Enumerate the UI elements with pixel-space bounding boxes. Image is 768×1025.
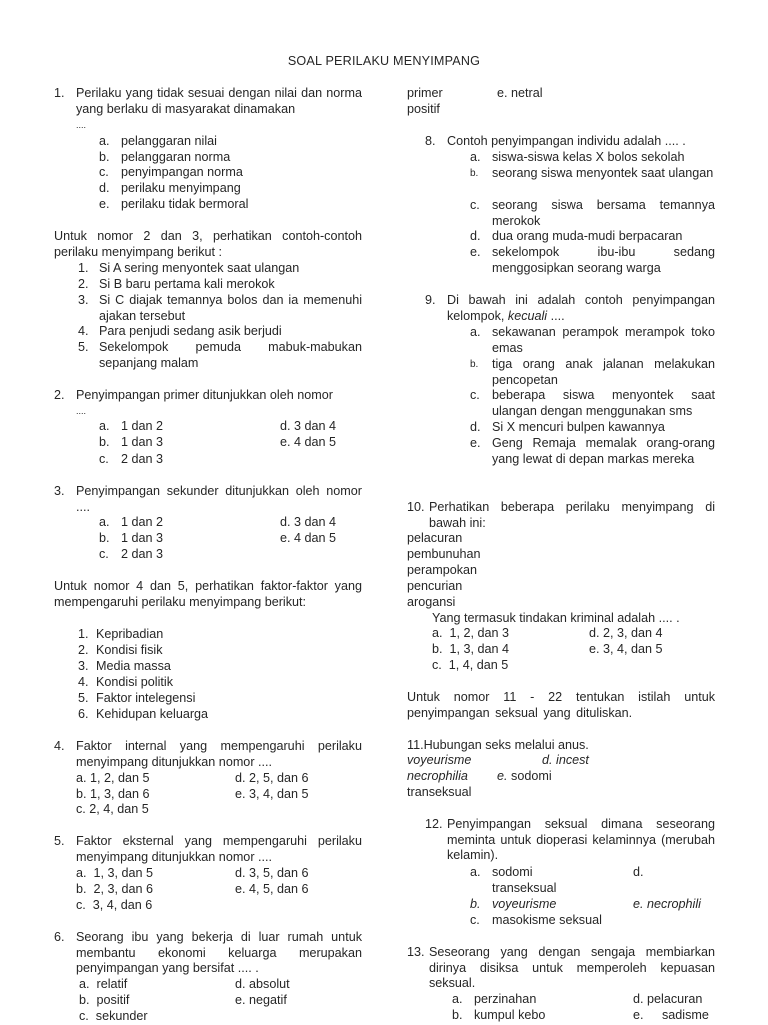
option-key: d. — [99, 181, 110, 195]
option-c[interactable]: c. 2 dan 3 — [99, 547, 164, 561]
option-key: b. — [99, 150, 110, 164]
option-b[interactable]: b. voyeurisme — [470, 897, 557, 911]
question-text: 11.Hubungan seks melalui anus. — [407, 738, 589, 752]
option-text[interactable]: positif — [407, 102, 440, 116]
option-d[interactable] — [99, 181, 241, 197]
option-text: perilaku tidak bermoral — [121, 197, 249, 211]
option-b[interactable] — [99, 150, 231, 166]
option-e[interactable]: e. netral — [497, 86, 543, 100]
option-b[interactable]: b. 1 dan 3 — [99, 435, 164, 449]
option-a[interactable]: a. 1, 2, dan 3 — [432, 626, 510, 640]
option-key: b. — [470, 359, 479, 370]
list-item: 2. Kondisi fisik — [78, 643, 163, 657]
question-dots: .... — [76, 120, 87, 130]
option-b[interactable]: b. 2, 3, dan 6 — [76, 882, 154, 896]
option-e[interactable]: e. sadisme — [633, 1008, 709, 1022]
option-key: c. — [99, 165, 109, 179]
option-a[interactable]: a. relatif — [79, 977, 128, 991]
list-item: arogansi — [407, 595, 456, 609]
option-key: a. — [470, 150, 481, 164]
option-key: e. — [470, 245, 481, 259]
question-number: 1. — [54, 86, 65, 100]
option-c[interactable]: c. masokisme seksual — [470, 913, 602, 927]
list-item: 6. Kehidupan keluarga — [78, 707, 209, 721]
option-d[interactable]: d. 2, 5, dan 6 — [235, 771, 309, 785]
option-key: d. — [470, 229, 481, 243]
list-item: 5. Faktor intelegensi — [78, 691, 196, 705]
question-text: Seseorang yang dengan sengaja membiarkan dirinya disiksa untuk memperoleh kepuasan seksual. — [429, 945, 715, 991]
option-e[interactable]: e. 3, 4, dan 5 — [589, 642, 663, 656]
option-c[interactable] — [99, 165, 243, 181]
question-number: 2. — [54, 388, 65, 402]
option-key: a. — [99, 134, 110, 148]
option-b[interactable]: necrophilia — [407, 769, 468, 783]
option-a[interactable]: a. 1, 3, dan 5 — [76, 866, 154, 880]
option-b[interactable]: tiga orang anak jalanan melakukan pencopetan — [492, 357, 715, 387]
option-b[interactable]: b. 1, 3, dan 4 — [432, 642, 510, 656]
list-item: 1. Kepribadian — [78, 627, 164, 641]
question-number: 6. — [54, 930, 65, 944]
option-c[interactable]: beberapa siswa menyontek saat ulangan dengan menggunakan sms — [492, 388, 715, 418]
option-c[interactable]: seorang siswa bersama temannya merokok — [492, 198, 715, 228]
instruction-text: Untuk nomor 2 dan 3, perhatikan contoh-contoh perilaku menyimpang berikut : — [54, 229, 362, 259]
option-d[interactable]: d. incest — [542, 753, 589, 767]
option-c[interactable]: c. 2 dan 3 — [99, 452, 164, 466]
option-b[interactable]: b. 1, 3, dan 6 — [76, 787, 150, 801]
list-item: perampokan — [407, 563, 478, 577]
option-text[interactable]: primer — [407, 86, 443, 100]
question-number: 4. — [54, 739, 65, 753]
option-a[interactable]: sekawanan perampok merampok toko emas — [492, 325, 715, 355]
question-dots: .... — [76, 406, 87, 416]
option-c[interactable]: c. 1, 4, dan 5 — [432, 658, 509, 672]
option-d-text[interactable]: transeksual — [492, 881, 557, 895]
option-text: pelanggaran norma — [121, 150, 231, 164]
list-item: 3. — [78, 293, 89, 307]
list-item-text: Sekelompok pemuda mabuk-mabukan sepanjang malam — [99, 340, 362, 370]
option-key: c. — [470, 198, 480, 212]
question-number: 8. — [425, 134, 436, 148]
option-a[interactable]: a. 1 dan 2 — [99, 419, 164, 433]
option-c[interactable]: c. 2, 4, dan 5 — [76, 802, 149, 816]
option-d[interactable]: Si X mencuri bulpen kawannya — [492, 420, 665, 434]
option-b[interactable]: b. kumpul kebo — [452, 1008, 546, 1022]
option-d[interactable]: d. 2, 3, dan 4 — [589, 626, 663, 640]
question-text: Di bawah ini adalah contoh penyimpangan kelompok, kecuali .... — [447, 293, 715, 323]
page-title: SOAL PERILAKU MENYIMPANG — [287, 54, 481, 68]
option-e[interactable]: e. negatif — [235, 993, 287, 1007]
option-a[interactable]: a. sodomi — [470, 865, 533, 879]
question-text: Faktor internal yang mempengaruhi perilaku menyimpang ditunjukkan nomor .... — [76, 739, 362, 769]
option-d[interactable]: d. 3 dan 4 — [280, 419, 337, 433]
option-a[interactable]: a. 1, 2, dan 5 — [76, 771, 150, 785]
option-d[interactable]: d. pelacuran — [633, 992, 703, 1006]
instruction-text: Untuk nomor 4 dan 5, perhatikan faktor-faktor yang mempengaruhi perilaku menyimpang berikut: — [54, 579, 362, 609]
option-b[interactable]: b. 1 dan 3 — [99, 531, 164, 545]
option-a[interactable]: siswa-siswa kelas X bolos sekolah — [492, 150, 685, 164]
list-item: 3. Media massa — [78, 659, 171, 673]
option-key: e. — [470, 436, 481, 450]
option-d[interactable]: dua orang muda-mudi berpacaran — [492, 229, 683, 243]
option-a[interactable]: a. perzinahan — [452, 992, 537, 1006]
question-number: 12. — [425, 817, 443, 831]
option-a[interactable]: voyeurisme — [407, 753, 472, 767]
option-d[interactable]: d. 3, 5, dan 6 — [235, 866, 309, 880]
question-text: Faktor eksternal yang mempengaruhi perilaku menyimpang ditunjukkan nomor .... — [76, 834, 362, 864]
question-text: Penyimpangan seksual dimana seseorang meminta untuk dioperasi kelaminnya (merubah kelamin). — [447, 817, 715, 863]
list-item: pencurian — [407, 579, 463, 593]
list-item-text: Si C diajak temannya bolos dan ia memenuhi ajakan tersebut — [99, 293, 362, 323]
option-e[interactable]: Geng Remaja memalak orang-orang yang lewat di depan markas mereka — [492, 436, 715, 466]
question-number: 13. — [407, 945, 425, 959]
option-key: d. — [470, 420, 481, 434]
option-d[interactable]: d. — [633, 865, 644, 879]
option-key: a. — [470, 325, 481, 339]
option-d[interactable]: d. absolut — [235, 977, 290, 991]
option-c[interactable]: c. 3, 4, dan 6 — [76, 898, 153, 912]
option-key: c. — [470, 388, 480, 402]
question-text: Penyimpangan primer ditunjukkan oleh nomor — [76, 388, 333, 402]
question-number: 5. — [54, 834, 65, 848]
option-text: perilaku menyimpang — [121, 181, 241, 195]
question-text: Penyimpangan sekunder ditunjukkan oleh nomor .... — [76, 484, 362, 514]
list-item: pelacuran — [407, 531, 463, 545]
list-item: 5. — [78, 340, 89, 354]
option-key: b. — [470, 168, 479, 179]
question-text: Perilaku yang tidak sesuai dengan nilai dan norma yang berlaku di masyarakat dinamakan — [76, 86, 362, 116]
list-item: 4. Para penjudi sedang asik berjudi — [78, 324, 282, 338]
question-text: Perhatikan beberapa perilaku menyimpang di bawah ini: — [429, 500, 715, 530]
question-number: 9. — [425, 293, 436, 307]
option-e[interactable]: e. sodomi — [497, 769, 552, 783]
option-e[interactable]: e. 3, 4, dan 5 — [235, 787, 309, 801]
option-text: pelanggaran nilai — [121, 134, 217, 148]
question-text: Contoh penyimpangan individu adalah .... . — [447, 134, 686, 148]
option-b[interactable]: b. positif — [79, 993, 130, 1007]
option-text: penyimpangan norma — [121, 165, 243, 179]
list-item: pembunuhan — [407, 547, 481, 561]
option-a[interactable]: a. 1 dan 2 — [99, 515, 164, 529]
list-item: 2. Si B baru pertama kali merokok — [78, 277, 275, 291]
question-subtext: Yang termasuk tindakan kriminal adalah .... . — [432, 611, 680, 625]
option-e[interactable]: e. 4 dan 5 — [280, 435, 337, 449]
option-e[interactable]: e. 4 dan 5 — [280, 531, 337, 545]
option-e[interactable]: sekelompok ibu-ibu sedang menggosipkan seorang warga — [492, 245, 715, 275]
option-a[interactable] — [99, 134, 217, 150]
emphasis-text: kecuali — [507, 308, 548, 323]
option-e[interactable] — [99, 197, 249, 213]
question-number: 3. — [54, 484, 65, 498]
option-b[interactable]: seorang siswa menyontek saat ulangan — [492, 166, 714, 180]
question-text: Seorang ibu yang bekerja di luar rumah untuk membantu ekonomi keluarga merupakan penyimpangan yang bersifat .... . — [76, 930, 362, 976]
list-item: 4. Kondisi politik — [78, 675, 174, 689]
instruction-11-22: Untuk nomor 11 - 22 tentukan istilah untuk penyimpangan seksual yang dituliskan. — [407, 690, 715, 720]
option-key: e. — [99, 197, 110, 211]
option-c[interactable]: transeksual — [407, 785, 472, 799]
option-d[interactable]: d. 3 dan 4 — [280, 515, 337, 529]
option-e[interactable]: e. necrophili — [633, 897, 701, 911]
option-c[interactable]: c. sekunder — [79, 1009, 148, 1023]
option-e[interactable]: e. 4, 5, dan 6 — [235, 882, 309, 896]
question-number: 10. — [407, 500, 425, 514]
list-item: 1. Si A sering menyontek saat ulangan — [78, 261, 300, 275]
